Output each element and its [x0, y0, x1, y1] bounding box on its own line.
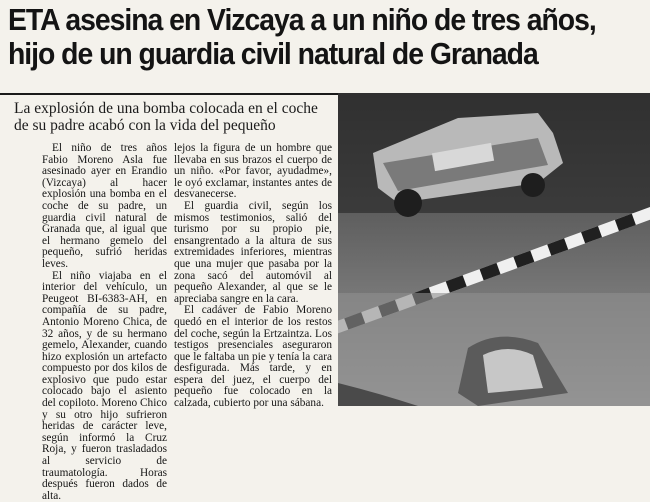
paragraph: El cadáver de Fabio Moreno quedó en el interior de los restos del coche, según la Ertzaintza. Los testigos presenciales aseguraron que le faltaba un pie y tenía la cara desfigurada. Más tarde, y en espera del juez, el cuerpo del pequeño fue colocado en la calzada, cubierto por una sábana.: [174, 304, 332, 410]
headline-line-1: ETA asesina en Vizcaya a un niño de tres años,: [8, 3, 596, 37]
paragraph: El guardia civil, según los mismos testimonios, salió del turismo por su propio pie, ensangrentado a la altura de sus extremidades inferiores, mientras que una mujer que pasaba por la zona sacó del automóvil al pequeño Alexander, al que se le apreciaba sangre en la cara.: [174, 199, 332, 305]
paragraph: El niño viajaba en el interior del vehículo, un Peugeot BI-6383-AH, en compañía de su padre, Antonio Moreno Chica, de 32 años, y de su hermano gemelo, Alexander, cuando hizo explosión un artefacto compuesto por dos kilos de explosivo que pudo estar colocado bajo el asiento del copiloto. Moreno Chico y su otro hijo sufrieron heridas de carácter leve, según informó la Cruz Roja, y fueron trasladados al servicio de traumatología. Horas después fueron dados de alta.: [42, 269, 167, 502]
article-column-1: [42, 143, 167, 502]
subheadline-line-2: de su padre acabó con la vida del pequeño: [14, 117, 276, 134]
news-photo-icon: [338, 93, 650, 406]
subheadline: [14, 100, 334, 134]
news-photo: [338, 93, 650, 406]
paragraph: lejos la figura de un hombre que llevaba en sus brazos el cuerpo de un niño. «Por favor, ayudadme», le oyó exclamar, instantes antes de desvanecerse.: [174, 142, 332, 201]
article-column-2: [174, 143, 332, 410]
headline: [8, 3, 599, 71]
headline-line-2: hijo de un guardia civil natural de Granada: [8, 37, 538, 71]
paragraph: El niño de tres años Fabio Moreno Asla fue asesinado ayer en Erandio (Vizcaya) al hacer explosión una bomba en el coche de su padre, un guardia civil natural de Granada que, al igual que el hermano gemelo del pequeño, sufrió heridas leves.: [42, 142, 167, 270]
subheadline-line-1: La explosión de una bomba colocada en el coche: [14, 100, 318, 117]
